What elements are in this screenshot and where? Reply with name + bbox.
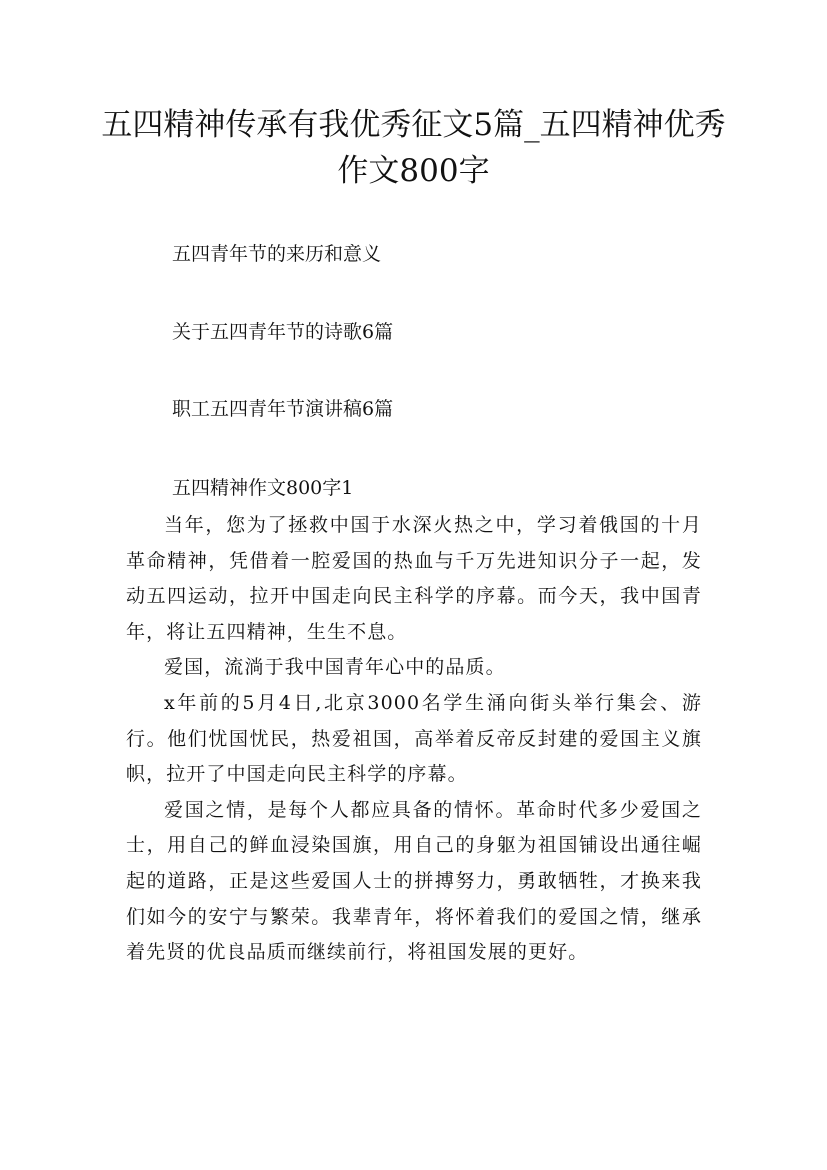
related-link-speeches[interactable]: 职工五四青年节演讲稿6篇 [172,398,394,420]
paragraph: 爱国，流淌于我中国青年心中的品质。 [164,656,506,679]
page-title: 五四精神传承有我优秀征文5篇_五四精神优秀作文800字 [101,107,726,189]
related-link-history[interactable]: 五四青年节的来历和意义 [172,243,382,265]
paragraph: 爱国之情，是每个人都应具备的情怀。革命时代多少爱国之士，用自己的鲜血浸染国旗，用自己的身躯为祖国铺设出通往崛起的道路，正是这些爱国人士的拼搏努力，勇敢牺牲，才换来我们如今的安宁与繁荣。我辈青年，将怀着我们的爱国之情，继承着先贤的优良品质而继续前行，将祖国发展的更好。 [126,798,702,964]
section-heading: 五四精神作文800字1 [172,477,354,499]
paragraph: x年前的5月4日,北京3000名学生涌向街头举行集会、游行。他们忧国忧民，热爱祖国，高举着反帝反封建的爱国主义旗帜，拉开了中国走向民主科学的序幕。 [126,691,702,786]
related-link-poems[interactable]: 关于五四青年节的诗歌6篇 [172,321,394,343]
article-body [126,508,702,971]
paragraph: 当年，您为了拯救中国于水深火热之中，学习着俄国的十月革命精神，凭借着一腔爱国的热血与千万先进知识分子一起，发动五四运动，拉开中国走向民主科学的序幕。而今天，我中国青年，将让五四精神，生生不息。 [126,514,702,643]
